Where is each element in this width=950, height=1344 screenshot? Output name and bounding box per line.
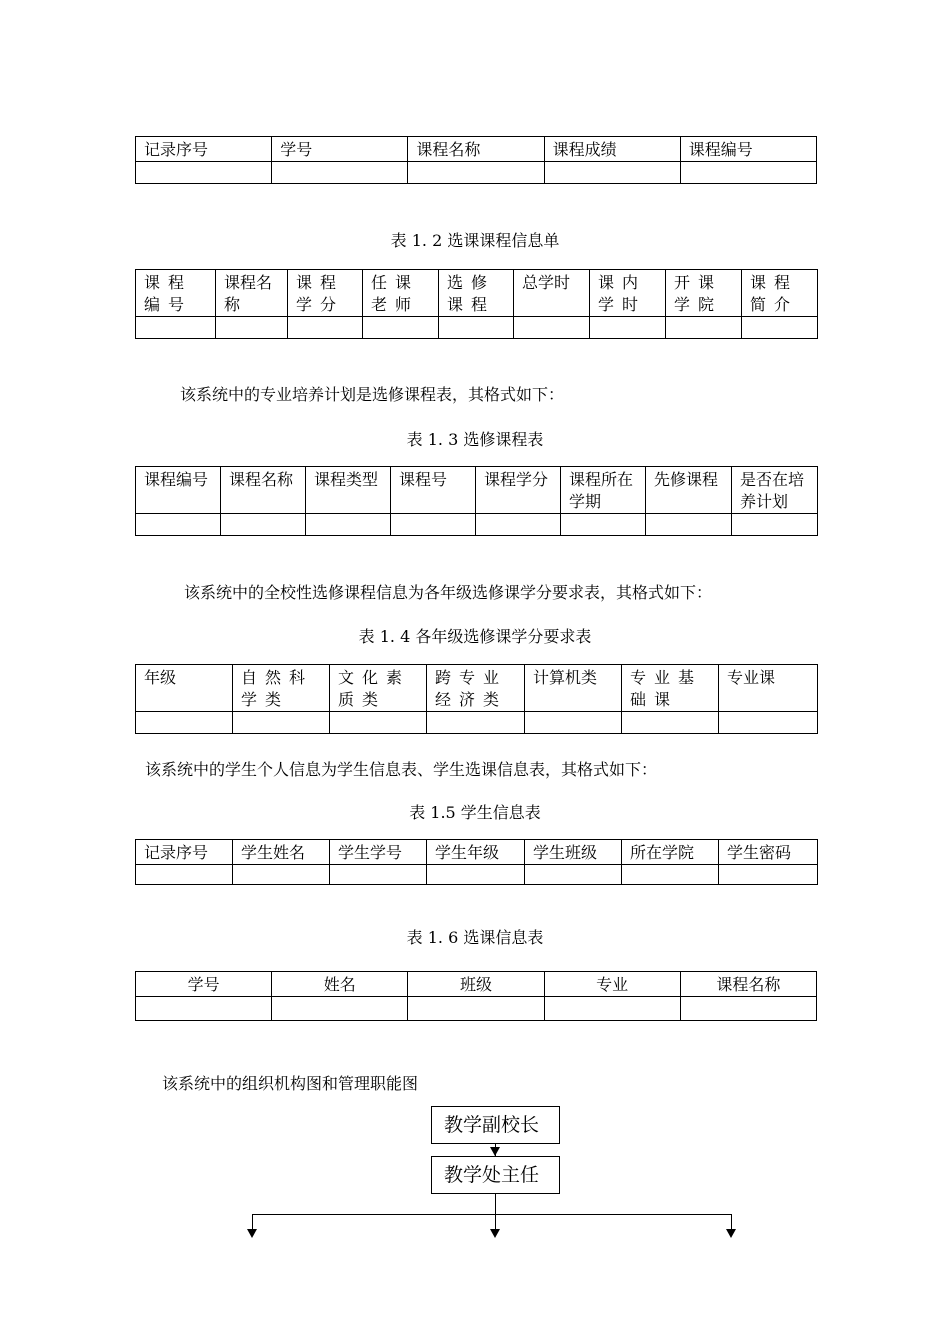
table-header-cell: 年级: [136, 665, 233, 712]
table-header-cell: 学生密码: [719, 840, 818, 865]
table-header-cell: 所在学院: [622, 840, 719, 865]
table-header-cell: 班级: [408, 972, 544, 997]
table-header-cell: 学生姓名: [233, 840, 330, 865]
table-caption: 表 1. 2 选课课程信息单: [390, 231, 560, 250]
table-header-cell: 专业: [544, 972, 680, 997]
elective-course-table: [135, 466, 818, 536]
table-row: [136, 997, 817, 1021]
table-row: [136, 514, 818, 536]
connector-line: [495, 1194, 496, 1214]
table-header-cell: 开课学院: [666, 270, 742, 317]
arrow-down-icon: [247, 1229, 257, 1238]
course-info-table: [135, 269, 818, 339]
connector-line: [731, 1214, 732, 1230]
course-selection-table: [135, 971, 817, 1021]
table-header-cell: 专业基础课: [622, 665, 719, 712]
table-header-cell: 任课老师: [363, 270, 439, 317]
body-paragraph: 该系统中的专业培养计划是选修课程表，其格式如下：: [180, 385, 565, 404]
table-caption: 表 1. 4 各年级选修课学分要求表: [358, 627, 592, 646]
table-header-cell: 选修课程: [439, 270, 514, 317]
table-caption: 表 1. 6 选课信息表: [406, 928, 544, 947]
table-header-cell: 学生学号: [330, 840, 427, 865]
table-header-cell: 课程编号: [136, 467, 221, 514]
table-header-cell: 记录序号: [136, 137, 272, 162]
table-header-cell: 课程号: [391, 467, 476, 514]
score-record-table: [135, 136, 817, 184]
org-node-vice-principal: 教学副校长: [431, 1106, 560, 1144]
table-header-cell: 课程名称: [221, 467, 306, 514]
table-header-cell: 课程类型: [306, 467, 391, 514]
table-caption: 表 1. 3 选修课程表: [406, 430, 544, 449]
table-header-cell: 课程名称: [216, 270, 288, 317]
table-header-cell: 学生年级: [427, 840, 525, 865]
table-header-cell: 课程编号: [680, 137, 816, 162]
body-paragraph: 该系统中的学生个人信息为学生信息表、学生选课信息表，其格式如下：: [145, 760, 658, 779]
table-header-cell: 课程简介: [742, 270, 818, 317]
org-node-academic-director: 教学处主任: [431, 1156, 560, 1194]
arrow-down-icon: [490, 1147, 500, 1156]
table-header-cell: 课程名称: [680, 972, 816, 997]
table-header-cell: 课程学分: [476, 467, 561, 514]
table-row: [136, 712, 818, 734]
table-header-cell: 课程成绩: [544, 137, 680, 162]
table-header-cell: 文化素质类: [330, 665, 427, 712]
table-header-cell: 学生班级: [525, 840, 622, 865]
table-header-cell: 课程所在学期: [561, 467, 646, 514]
arrow-down-icon: [490, 1229, 500, 1238]
student-info-table: [135, 839, 818, 885]
table-row: [136, 162, 817, 184]
table-header-cell: 专业课: [719, 665, 818, 712]
body-paragraph: 该系统中的全校性选修课程信息为各年级选修课学分要求表，其格式如下：: [184, 583, 713, 602]
table-header-cell: 课程学分: [288, 270, 363, 317]
table-header-cell: 姓名: [272, 972, 408, 997]
table-row: [136, 317, 818, 339]
table-header-cell: 课程编号: [136, 270, 216, 317]
table-header-cell: 跨专业经济类: [427, 665, 525, 712]
table-header-cell: 是否在培养计划: [732, 467, 818, 514]
table-header-cell: 课程名称: [408, 137, 544, 162]
body-paragraph: 该系统中的组织机构图和管理职能图: [162, 1074, 419, 1093]
table-header-cell: 课内学时: [590, 270, 666, 317]
connector-line: [252, 1214, 253, 1230]
table-header-cell: 先修课程: [646, 467, 732, 514]
table-header-cell: 记录序号: [136, 840, 233, 865]
connector-line: [495, 1214, 496, 1230]
credit-requirement-table: [135, 664, 818, 734]
table-header-cell: 计算机类: [525, 665, 622, 712]
table-row: [136, 865, 818, 885]
table-header-cell: 总学时: [514, 270, 590, 317]
connector-line: [252, 1214, 732, 1215]
table-caption: 表 1.5 学生信息表: [409, 803, 541, 822]
table-header-cell: 学号: [272, 137, 408, 162]
table-header-cell: 自然科学类: [233, 665, 330, 712]
table-header-cell: 学号: [136, 972, 272, 997]
arrow-down-icon: [726, 1229, 736, 1238]
